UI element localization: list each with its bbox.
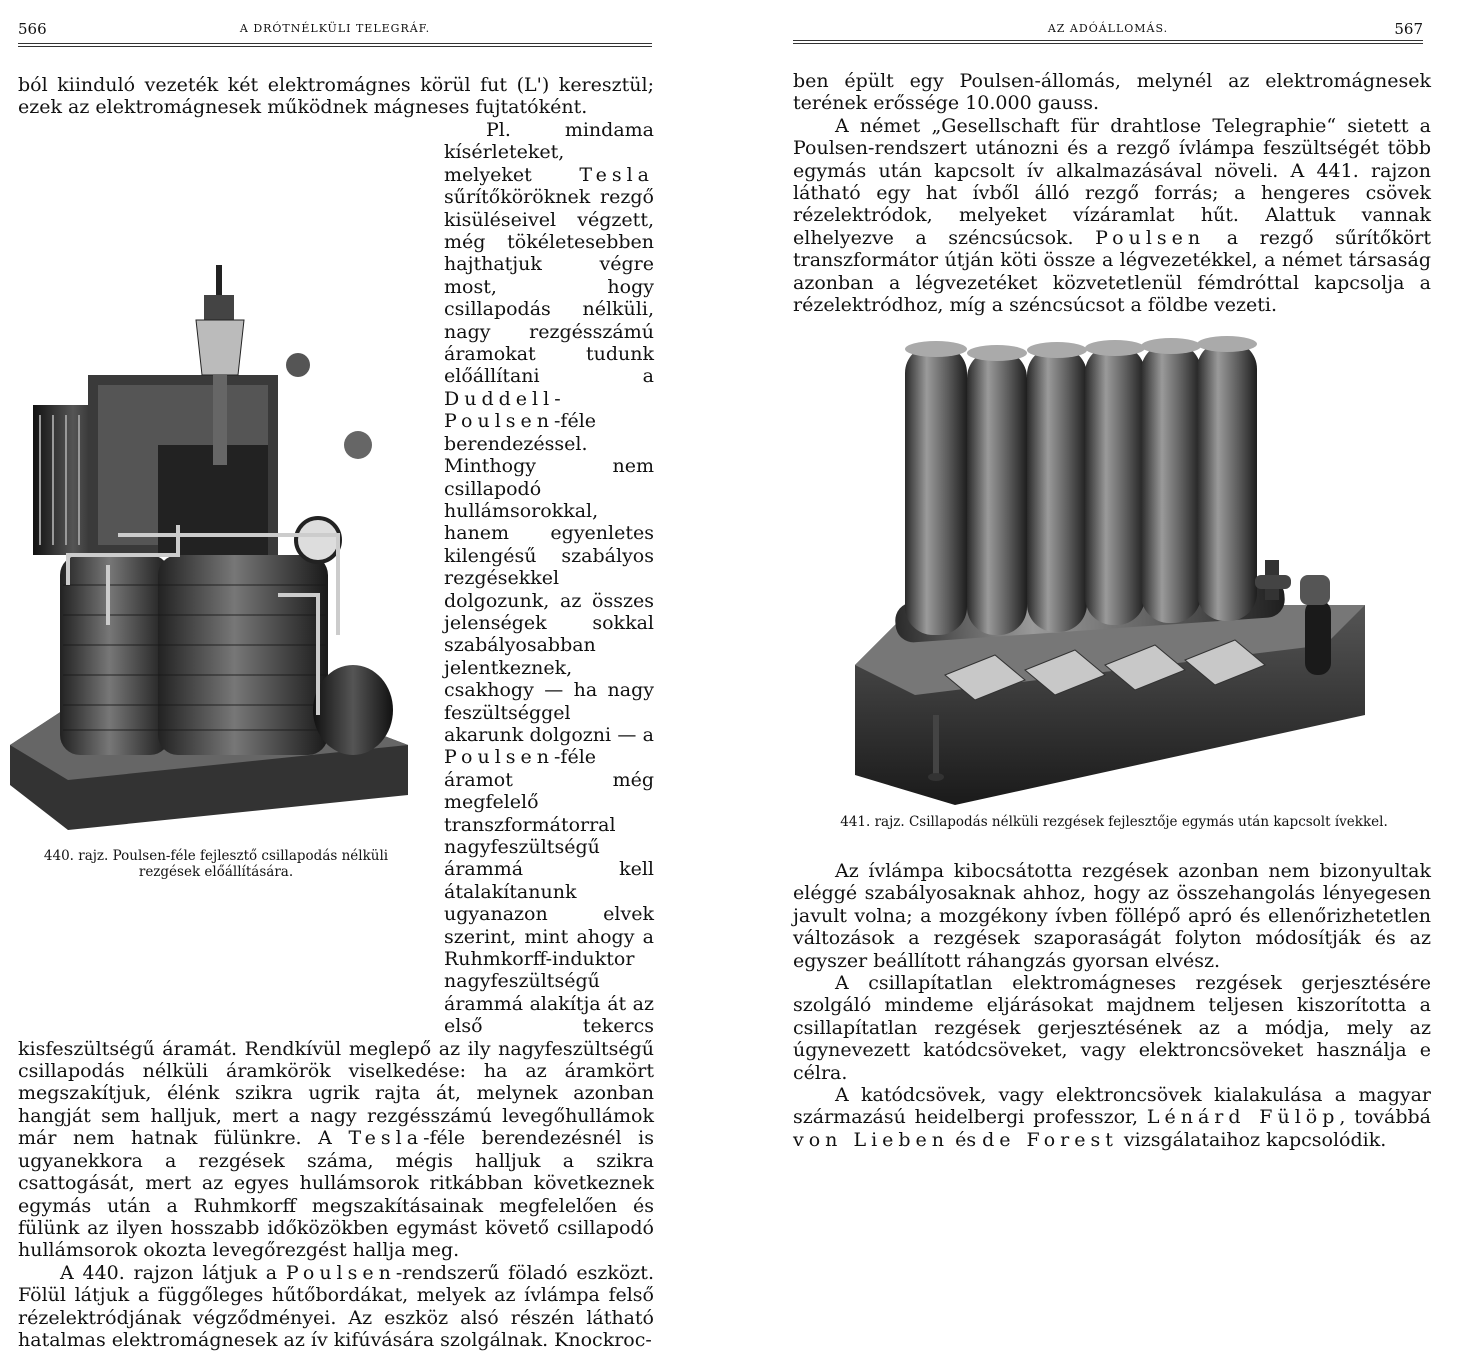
paragraph: Az ívlámpa kibocsátotta rezgések azonban nem bizonyultak eléggé szabályosaknak ahhoz, hogy az összehangolás lényegesen javult volna; a mozgékony ívben föllépő apró és ellenőrizhetetlen változások a rezgések szaporaságát folyton módosítják és az egyszer beállított ráhangzás gyorsan elvész. (793, 860, 1431, 972)
page-number: 567 (1394, 20, 1423, 38)
gutter (660, 0, 785, 1171)
paragraph: A 440. rajzon látjuk a Poulsen-rendszerű föladó eszközt. Fölül látjuk a függőleges hűtőbordákat, melyek az ívlámpa felső rézelektródjának végződményei. Az eszköz alsó részén látható hatalmas elektromágnesek az ív kifúvására szolgálnak. Knockroc- (18, 1261, 654, 1351)
right-running-header (793, 18, 1423, 38)
header-rule (793, 40, 1423, 41)
right-page (785, 0, 1435, 1171)
running-head: AZ ADÓÁLLOMÁS. (1047, 22, 1169, 35)
header-rule-2 (793, 43, 1423, 44)
paragraph: A német „Gesellschaft für drahtlose Telegraphie“ sietett a Poulsen-rendszert utánozni és a rezgő ívlámpa feszültségét több egymás után kapcsolt ív alkalmazásával növeli. A 441. rajzon látható egy hat ívből álló rezgő forrás; a hengeres csövek rézelektródok, melyeket vízáramlat hűt. Alattuk vannak elhelyezve a széncsúcsok. Poulsen a rezgő sűrítőkört transzformátor útján köti össze a légvezetékkel, a német társaság azonban a légvezetéket közvetetlenül fémdróttal kapcsolja a rézelektródhoz, míg a széncsúcsot a földbe vezeti. (793, 114, 1432, 317)
page-number: 566 (18, 20, 47, 38)
right-top-text (793, 70, 1431, 316)
running-head: A DRÓTNÉLKÜLI TELEGRÁF. (239, 22, 431, 35)
text-line: ezek az elektromágnesek működnek mágneses fujtatóként. (18, 96, 588, 119)
left-page (0, 0, 660, 1351)
text-line: ból kiinduló vezeték két elektromágnes körül fut (L') keresztül; (18, 74, 654, 96)
header-rule-2 (18, 46, 652, 47)
paragraph: ben épült egy Poulsen-állomás, melynél az elektromágnesek terének erőssége 10.000 gauss. (793, 70, 1431, 115)
paragraph: A csillapítatlan elektromágneses rezgések gerjesztésére szolgáló mindeme eljárásokat majdnem teljesen kiszorította a csillapítatlan rezgések gerjesztésének az a módja, mely az úgynevezett katódcsöveket, vagy elektroncsöveket használja e célra. (793, 972, 1431, 1084)
left-body-text (18, 119, 654, 1351)
left-running-header (18, 18, 652, 38)
right-bottom-text (793, 860, 1431, 1151)
paragraph: Pl. mindama kísérleteket, melyeket Tesla sűrítőköröknek rezgő kisüléseivel végzett, még tökéletesebben hajthatjuk végre most, hogy csillapodás nélküli, nagy rezgésszámú áramokat tudunk előállítani a Duddell-Poulsen-féle berendezéssel. Minthogy nem csillapodó hullámsorokkal, hanem egyenletes kilengésű szabályos rezgésekkel dolgozunk, az összes jelenségek sokkal szabályosabban jelentkeznek, csakhogy — ha nagy feszültséggel akarunk dolgozni — a Poulsen-féle áramot még megfelelő transzformátorral nagyfeszültségű árammá kell átalakítanunk ugyanazon elvek szerint, mint ahogy a Ruhmkorff-induktor nagyfeszültségű árammá alakítja át az első tekercs kisfeszültségű áramát. Rendkívül meglepő az ily nagyfeszültségű csillapodás nélküli áramkörök viselkedése: ha az áramkört megszakítjuk, élénk szikra ugrik rajta át, melynek azonban hangját sem halljuk, mert a nagy rezgésszámú levegőhullámok már nem hatnak fülünkre. A Tesla-féle berendezésnél is ugyanekkora a rezgések száma, mégis halljuk a szikra csattogását, mert az egyes hullámsorok ritkábban következnek egymás után a Ruhmkorff megszakításainak megfelelően és fülünk az ilyen hosszabb időközökben egymást követő csillapodó hullámsorok okozta levegőrezgést hallja meg. (18, 119, 654, 1262)
caption-line: 440. rajz. Poulsen-féle fejlesztő csillapodás nélküli (43, 848, 389, 864)
left-intro-text (18, 74, 654, 119)
figure-441-caption: 441. rajz. Csillapodás nélküli rezgések fejlesztője egymás után kapcsolt ívekkel. (840, 814, 1388, 830)
paragraph: A katódcsövek, vagy elektroncsövek kialakulása a magyar származású heidelbergi professzor, Lénárd Fülöp, továbbá von Lieben és de Forest vizsgálataihoz kapcsolódik. (793, 1084, 1431, 1151)
header-rule (18, 43, 652, 44)
figure-float-spacer (18, 231, 444, 1021)
figure-441-arc-generator (855, 335, 1365, 805)
caption-line: rezgések előállítására. (138, 864, 294, 880)
